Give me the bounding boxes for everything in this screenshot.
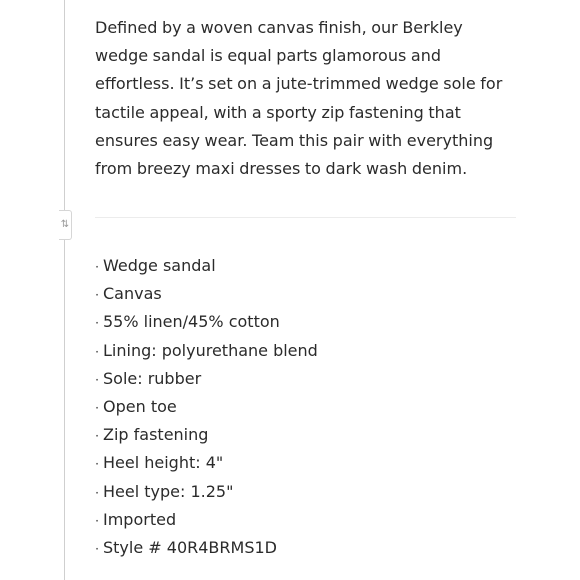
feature-text: Heel height: 4"	[103, 453, 224, 473]
description-line: effortless. It’s set on a jute-trimmed wedge sole for	[95, 74, 503, 94]
list-item	[91, 308, 318, 336]
bullet-icon: ·	[95, 485, 99, 500]
bullet-icon: ·	[95, 400, 99, 415]
list-item	[91, 337, 318, 365]
product-features-list	[91, 252, 318, 562]
list-item	[91, 449, 318, 477]
feature-text: Heel type: 1.25"	[103, 481, 234, 501]
section-divider	[95, 217, 516, 218]
list-item	[91, 252, 318, 280]
bullet-icon: ·	[95, 457, 99, 472]
description-line: from breezy maxi dresses to dark wash denim.	[95, 159, 468, 179]
feature-text: Wedge sandal	[103, 256, 216, 275]
bullet-icon: ·	[95, 429, 99, 444]
feature-text: Canvas	[103, 284, 162, 304]
feature-text: Sole: rubber	[103, 368, 202, 388]
panel-toggle-handle[interactable]	[59, 210, 72, 240]
description-line: Defined by a woven canvas finish, our Berkley	[95, 18, 463, 37]
product-description	[95, 14, 535, 183]
feature-text: Lining: polyurethane blend	[103, 340, 318, 360]
feature-text: Open toe	[103, 396, 177, 416]
feature-text: Zip fastening	[103, 425, 209, 445]
list-item	[91, 506, 318, 534]
description-text	[95, 14, 535, 183]
list-item	[91, 478, 318, 506]
bullet-icon: ·	[95, 316, 99, 331]
list-item	[91, 534, 318, 562]
bullet-icon: ·	[95, 344, 99, 359]
feature-text: 55% linen/45% cotton	[103, 312, 280, 332]
description-line: wedge sandal is equal parts glamorous and	[95, 46, 441, 66]
bullet-icon: ·	[95, 288, 99, 303]
bullet-icon: ·	[95, 260, 99, 274]
description-line: ensures easy wear. Team this pair with everything	[95, 130, 494, 150]
list-item	[91, 365, 318, 393]
list-item	[91, 393, 318, 421]
list-item	[91, 280, 318, 308]
description-line: tactile appeal, with a sporty zip fastening that	[95, 102, 461, 122]
bullet-icon: ·	[95, 513, 99, 528]
left-panel-border	[64, 0, 65, 580]
bullet-icon: ·	[95, 372, 99, 387]
swap-arrows-icon: ⇅	[60, 219, 70, 230]
feature-text: Style # 40R4BRMS1D	[103, 537, 277, 557]
feature-text: Imported	[103, 509, 177, 529]
bullet-icon: ·	[95, 541, 99, 556]
list-item	[91, 421, 318, 449]
